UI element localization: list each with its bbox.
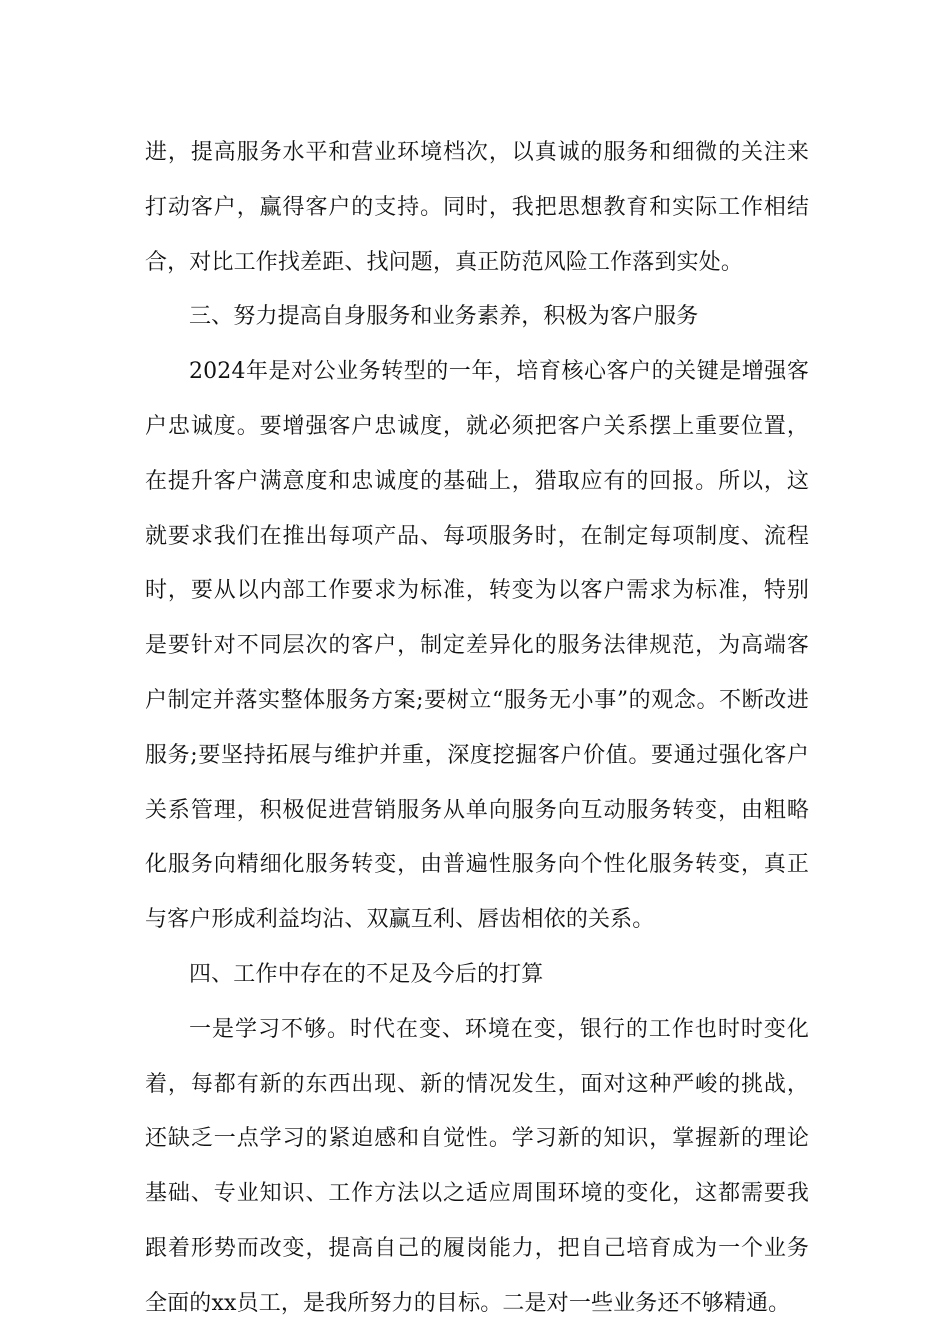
- paragraph-continuation: 进，提高服务水平和营业环境档次，以真诚的服务和细微的关注来打动客户，赢得客户的支持。同时，我把思想教育和实际工作相结合，对比工作找差距、找问题，真正防范风险工作落到实处。: [145, 140, 809, 275]
- document-body: [145, 126, 809, 1332]
- paragraph-customer-loyalty: 2024年是对公业务转型的一年，培育核心客户的关键是增强客户忠诚度。要增强客户忠诚度，就必须把客户关系摆上重要位置，在提升客户满意度和忠诚度的基础上，猎取应有的回报。所以，这就要求我们在推出每项产品、每项服务时，在制定每项制度、流程时，要从以内部工作要求为标准，转变为以客户需求为标准，特别是要针对不同层次的客户，制定差异化的服务法律规范，为高端客户制定并落实整体服务方案;要树立“服务无小事”的观念。不断改进服务;要坚持拓展与维护并重，深度挖掘客户价值。要通过强化客户关系管理，积极促进营销服务从单向服务向互动服务转变，由粗略化服务向精细化服务转变，由普遍性服务向个性化服务转变，真正与客户形成利益均沾、双赢互利、唇齿相依的关系。: [145, 359, 809, 933]
- section-heading-four: 四、工作中存在的不足及今后的打算: [189, 961, 544, 987]
- paragraph-shortcomings: 一是学习不够。时代在变、环境在变，银行的工作也时时变化着，每都有新的东西出现、新的情况发生，面对这种严峻的挑战，还缺乏一点学习的紧迫感和自觉性。学习新的知识，掌握新的理论基础、专业知识、工作方法以之适应周围环境的变化，这都需要我跟着形势而改变，提高自己的履岗能力，把自己培育成为一个业务全面的xx员工，是我所努力的目标。二是对一些业务还不够精通。: [145, 1016, 809, 1316]
- section-heading-three: 三、努力提高自身服务和业务素养，积极为客户服务: [189, 304, 699, 330]
